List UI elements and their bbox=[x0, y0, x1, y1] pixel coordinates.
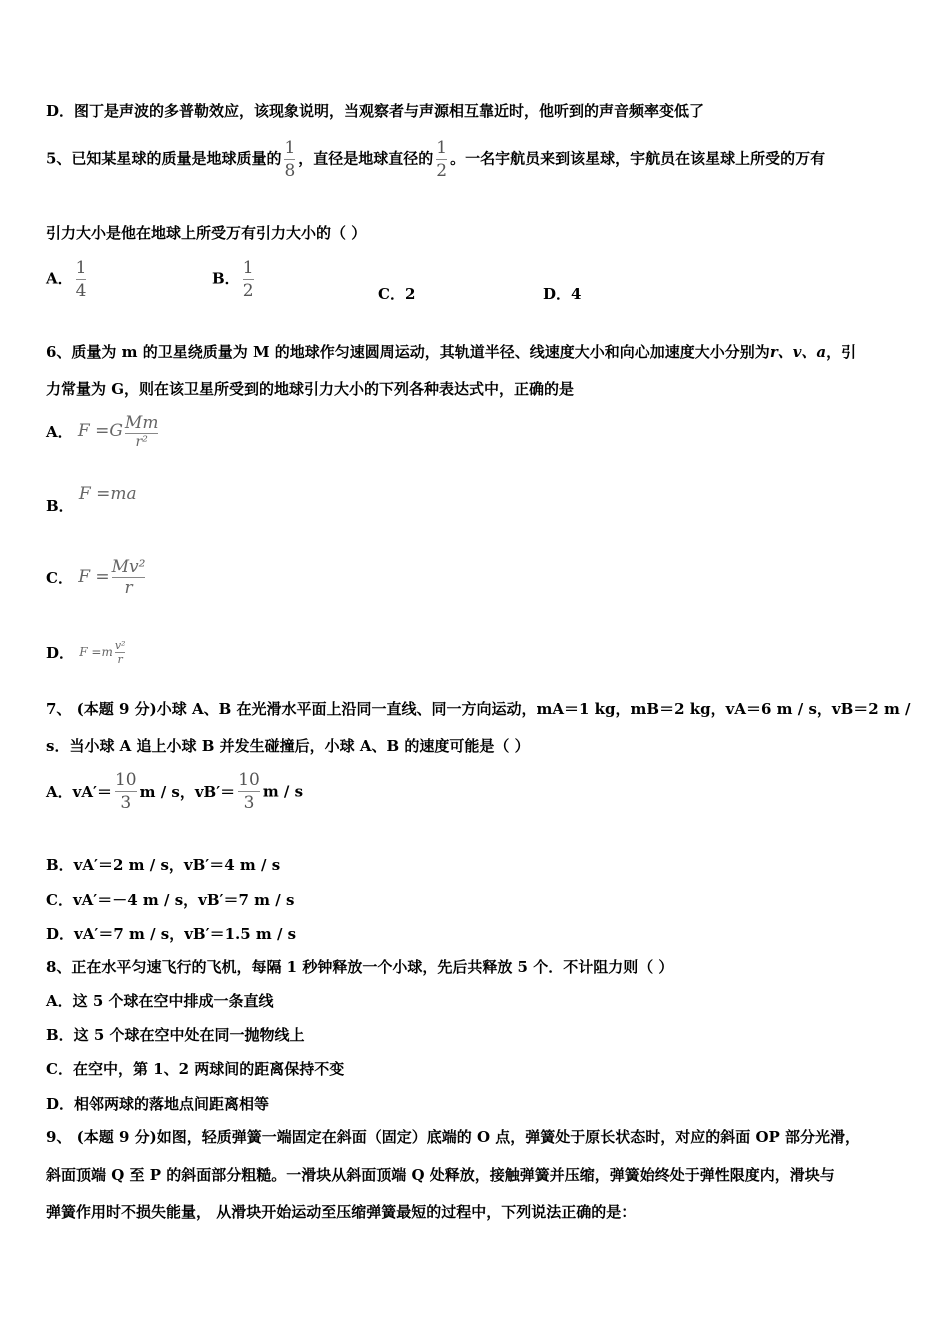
q5-option-a-fraction: $\frac{1}{4}$ bbox=[75, 258, 87, 301]
q7-option-b: B．vA′＝2 m / s，vB′＝4 m / s bbox=[46, 856, 281, 874]
q7-stem-line2: s．当小球 A 追上小球 B 并发生碰撞后，小球 A、B 的速度可能是（ ） bbox=[46, 737, 530, 755]
q5-option-b: B． $\frac{1}{2}$ bbox=[212, 258, 254, 301]
q5-option-d: D．4 bbox=[543, 285, 582, 303]
q6-variables: r、v、a bbox=[769, 343, 827, 361]
q6-b-formula: F =ma bbox=[78, 484, 137, 504]
q5-stem-line2: 引力大小是他在地球上所受万有引力大小的（ ） bbox=[46, 224, 367, 242]
q5-text-1: 5、已知某星球的质量是地球质量的 bbox=[46, 149, 282, 168]
q7-option-c: C．vA′＝－4 m / s，vB′＝7 m / s bbox=[46, 891, 295, 909]
q6-a-formula: F =G Mm r² bbox=[77, 413, 159, 450]
q9-stem-line3: 弹簧作用时不损失能量， 从滑块开始运动至压缩弹簧最短的过程中，下列说法正确的是： bbox=[46, 1203, 637, 1221]
q4-option-d: D．图丁是声波的多普勒效应，该现象说明，当观察者与声源相互靠近时，他听到的声音频率变低了 bbox=[46, 102, 705, 120]
q8-option-d: D．相邻两球的落地点间距离相等 bbox=[46, 1095, 270, 1113]
q7-option-a: A．vA′＝ $\frac{10}{3}$ m / s，vB′＝ $\frac{10}{3}$ m / s bbox=[46, 770, 304, 813]
q9-stem-line2: 斜面顶端 Q 至 P 的斜面部分粗糙。一滑块从斜面顶端 Q 处释放，接触弹簧并压缩，弹簧始终处于弹性限度内，滑块与 bbox=[46, 1166, 835, 1184]
q9-stem-line1: 9、 (本题 9 分)如图，轻质弹簧一端固定在斜面（固定）底端的 O 点，弹簧处于原长状态时，对应的斜面 OP 部分光滑， bbox=[46, 1128, 861, 1146]
q5-fraction-mass: $\frac{1}{8}$ bbox=[284, 138, 296, 181]
q5-option-a: A． $\frac{1}{4}$ bbox=[46, 258, 87, 301]
q8-option-b: B．这 5 个球在空中处在同一抛物线上 bbox=[46, 1026, 305, 1044]
q7-option-d: D．vA′＝7 m / s，vB′＝1.5 m / s bbox=[46, 925, 297, 943]
q5-text-3: 。一名宇航员来到该星球，宇航员在该星球上所受的万有 bbox=[450, 149, 826, 168]
q5-text-2: ，直径是地球直径的 bbox=[298, 149, 434, 168]
q5-option-c: C．2 bbox=[378, 285, 416, 303]
q5-stem-line1 bbox=[46, 138, 825, 181]
q5-option-b-fraction: $\frac{1}{2}$ bbox=[242, 258, 254, 301]
q6-option-c: C． F = $\frac{\text{Mv²}}{r}$ bbox=[46, 557, 146, 598]
q7-a-fraction-1: $\frac{10}{3}$ bbox=[114, 770, 137, 813]
q6-option-d: D． F =m $\frac{\text{v²}}{r}$ bbox=[46, 639, 126, 666]
q8-option-a: A．这 5 个球在空中排成一条直线 bbox=[46, 992, 274, 1010]
q7-stem-line1: 7、 (本题 9 分)小球 A、B 在光滑水平面上沿同一直线、同一方向运动，mA＝1 kg，mB＝2 kg，vA＝6 m / s，vB＝2 m / bbox=[46, 700, 911, 718]
q8-stem: 8、正在水平匀速飞行的飞机，每隔 1 秒钟释放一个小球，先后共释放 5 个．不计阻力则（ ） bbox=[46, 958, 674, 976]
q7-a-fraction-2: $\frac{10}{3}$ bbox=[238, 770, 260, 813]
q6-option-a: A． F =G Mm r² bbox=[46, 413, 159, 450]
q8-option-c: C．在空中，第 1、2 两球间的距离保持不变 bbox=[46, 1060, 345, 1078]
q6-stem-line2: 力常量为 G，则在该卫星所受到的地球引力大小的下列各种表达式中，正确的是 bbox=[46, 380, 575, 398]
q6-option-b: B． F =ma bbox=[46, 484, 137, 515]
q6-stem-line1: 6、质量为 m 的卫星绕质量为 M 的地球作匀速圆周运动，其轨道半径、线速度大小和向心加速度大小分别为r、v、a，引 bbox=[46, 343, 857, 361]
q6-d-formula: F =m $\frac{\text{v²}}{r}$ bbox=[79, 639, 126, 666]
q6-c-formula: F = $\frac{\text{Mv²}}{r}$ bbox=[78, 557, 146, 598]
q5-fraction-diameter: $\frac{1}{2}$ bbox=[436, 138, 448, 181]
